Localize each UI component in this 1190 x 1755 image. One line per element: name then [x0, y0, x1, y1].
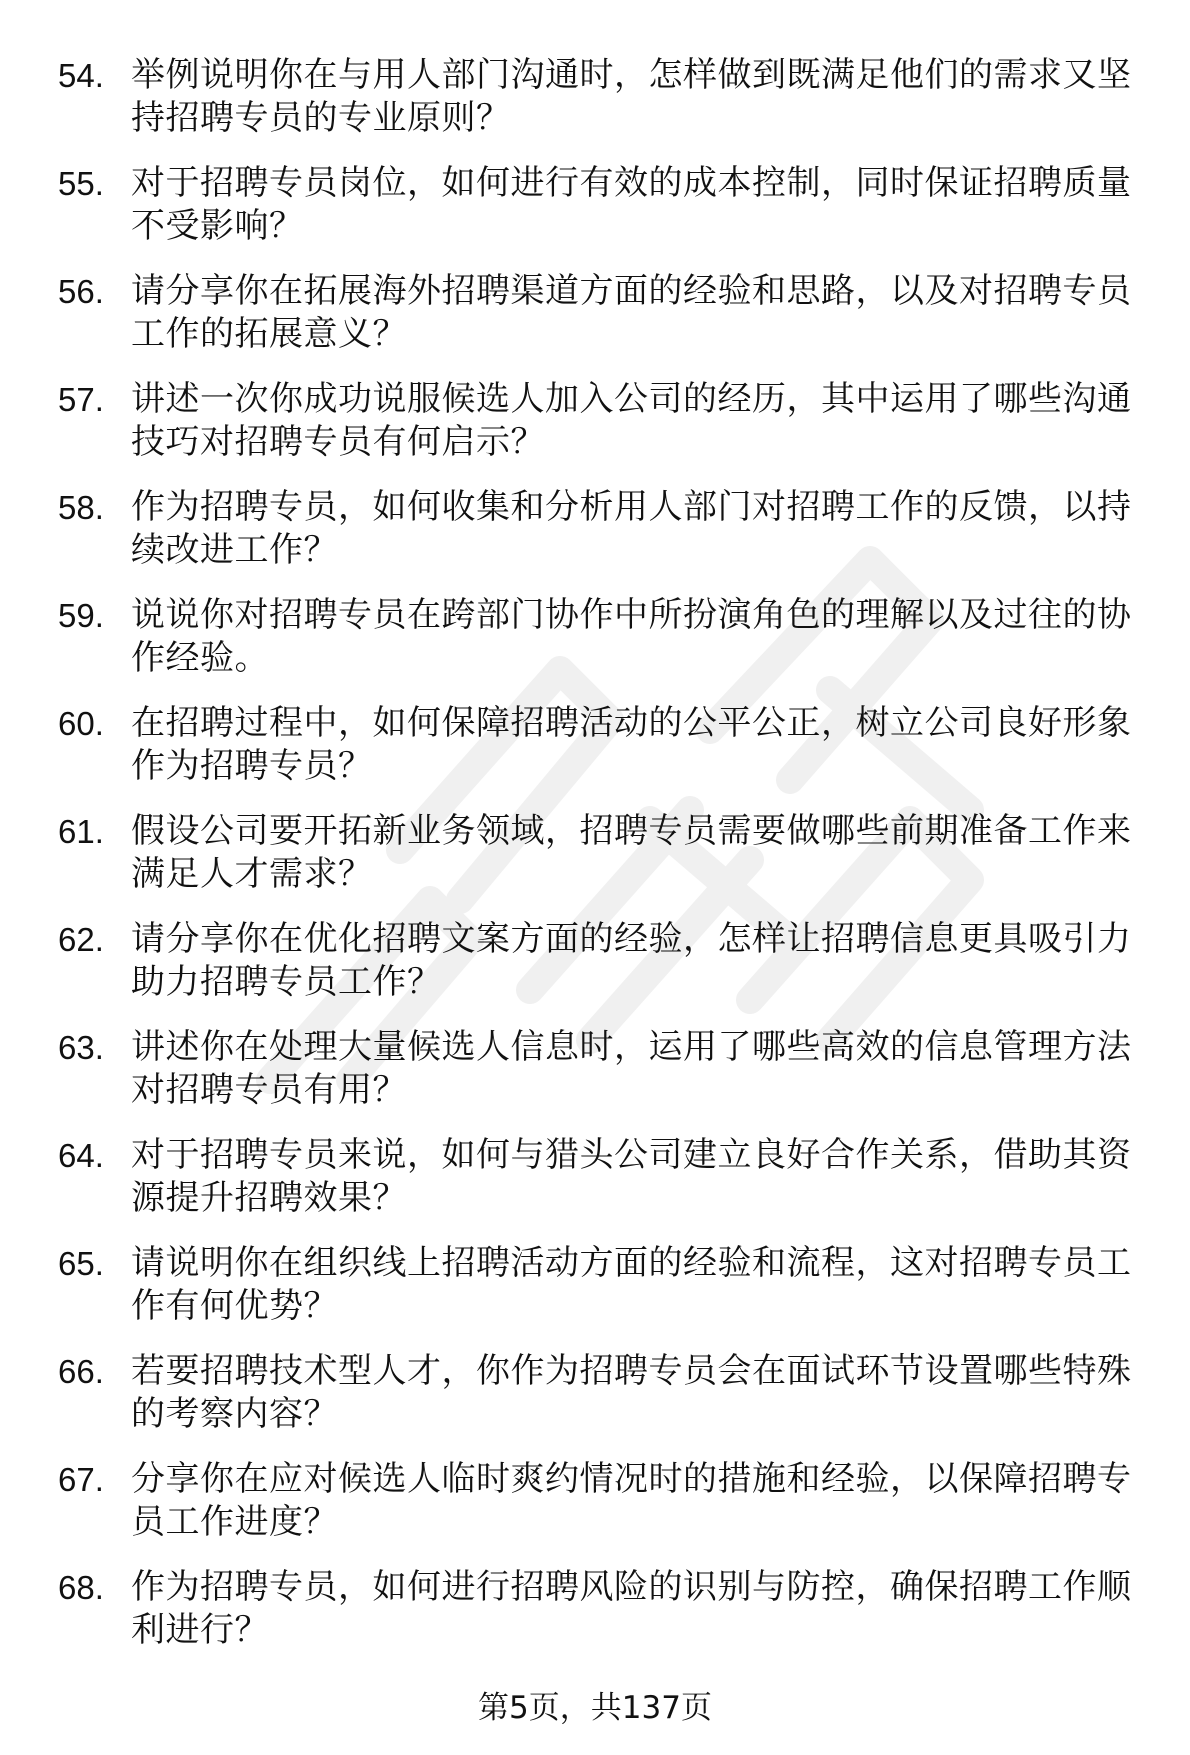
question-text: 作为招聘专员，如何收集和分析用人部门对招聘工作的反馈，以持续改进工作？ — [131, 487, 1132, 570]
list-item — [58, 162, 1148, 270]
question-text: 在招聘过程中，如何保障招聘活动的公平公正，树立公司良好形象作为招聘专员？ — [131, 703, 1132, 786]
question-text: 举例说明你在与用人部门沟通时，怎样做到既满足他们的需求又坚持招聘专员的专业原则？ — [131, 55, 1132, 138]
question-text: 请说明你在组织线上招聘活动方面的经验和流程，这对招聘专员工作有何优势？ — [131, 1243, 1132, 1326]
question-number: 64. — [58, 1137, 104, 1174]
question-number: 66. — [58, 1353, 104, 1390]
question-number: 55. — [58, 165, 104, 202]
question-number: 60. — [58, 705, 104, 742]
list-item — [58, 594, 1148, 702]
question-text: 分享你在应对候选人临时爽约情况时的措施和经验，以保障招聘专员工作进度？ — [131, 1459, 1132, 1542]
question-text: 假设公司要开拓新业务领域，招聘专员需要做哪些前期准备工作来满足人才需求？ — [131, 811, 1132, 894]
question-number: 58. — [58, 489, 104, 526]
question-text: 对于招聘专员来说，如何与猎头公司建立良好合作关系，借助其资源提升招聘效果？ — [131, 1135, 1132, 1218]
question-number: 62. — [58, 921, 104, 958]
question-text: 作为招聘专员，如何进行招聘风险的识别与防控，确保招聘工作顺利进行？ — [131, 1567, 1132, 1650]
list-item — [58, 54, 1148, 162]
question-text: 若要招聘技术型人才，你作为招聘专员会在面试环节设置哪些特殊的考察内容？ — [131, 1351, 1132, 1434]
question-text: 请分享你在优化招聘文案方面的经验，怎样让招聘信息更具吸引力助力招聘专员工作？ — [131, 919, 1132, 1002]
question-text: 讲述一次你成功说服候选人加入公司的经历，其中运用了哪些沟通技巧对招聘专员有何启示？ — [131, 379, 1132, 462]
question-number: 59. — [58, 597, 104, 634]
question-text: 说说你对招聘专员在跨部门协作中所扮演角色的理解以及过往的协作经验。 — [131, 595, 1132, 678]
question-list — [58, 54, 1148, 1674]
list-item — [58, 918, 1148, 1026]
question-number: 67. — [58, 1461, 104, 1498]
list-item — [58, 1566, 1148, 1674]
list-item — [58, 378, 1148, 486]
list-item — [58, 1350, 1148, 1458]
question-text: 讲述你在处理大量候选人信息时，运用了哪些高效的信息管理方法对招聘专员有用？ — [131, 1027, 1132, 1110]
question-text: 对于招聘专员岗位，如何进行有效的成本控制，同时保证招聘质量不受影响？ — [131, 163, 1132, 246]
list-item — [58, 702, 1148, 810]
list-item — [58, 1458, 1148, 1566]
question-number: 57. — [58, 381, 104, 418]
list-item — [58, 1134, 1148, 1242]
list-item — [58, 486, 1148, 594]
question-number: 65. — [58, 1245, 104, 1282]
question-number: 68. — [58, 1569, 104, 1606]
question-number: 54. — [58, 57, 104, 94]
page-footer: 第5页，共137页 — [478, 1690, 712, 1726]
question-number: 61. — [58, 813, 104, 850]
list-item — [58, 1026, 1148, 1134]
list-item — [58, 270, 1148, 378]
question-text: 请分享你在拓展海外招聘渠道方面的经验和思路，以及对招聘专员工作的拓展意义？ — [131, 271, 1132, 354]
list-item — [58, 810, 1148, 918]
question-number: 56. — [58, 273, 104, 310]
list-item — [58, 1242, 1148, 1350]
question-number: 63. — [58, 1029, 104, 1066]
